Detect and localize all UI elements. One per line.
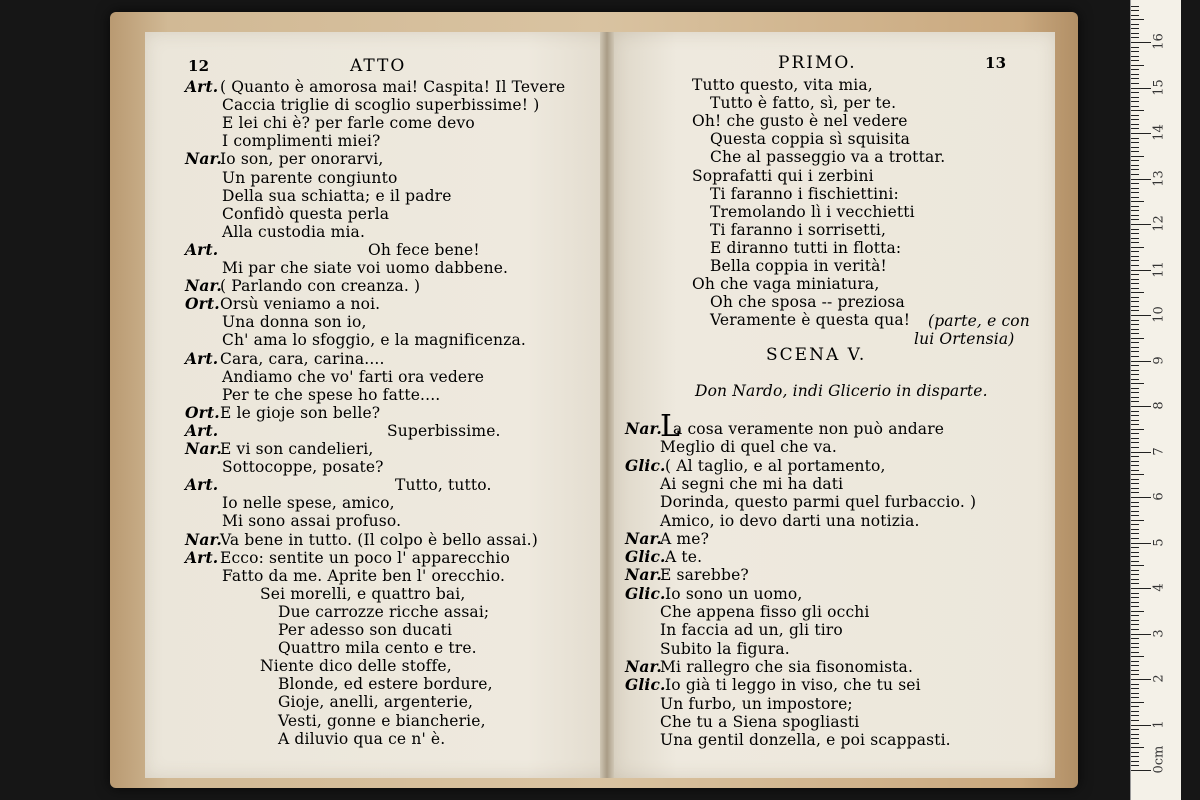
verse-line: Bella coppia in verità!: [710, 257, 887, 275]
right-page-number: 13: [985, 54, 1007, 72]
verse-line: Vesti, gonne e biancherie,: [278, 711, 486, 730]
verse-line: Sei morelli, e quattro bai,: [260, 584, 466, 603]
ruler-tick: [1131, 279, 1139, 280]
ruler-tick: [1131, 756, 1139, 757]
verse-line: E lei chi è? per farle come devo: [222, 114, 475, 133]
verse-line: Quattro mila cento e tre.: [278, 639, 477, 658]
drop-cap: L: [660, 409, 681, 444]
ruler-tick: [1131, 729, 1139, 730]
verse-line: Oh che sposa -- preziosa: [710, 293, 905, 312]
ruler-tick: [1131, 679, 1151, 680]
ruler-tick: [1131, 310, 1139, 311]
ruler-tick: [1131, 160, 1139, 161]
ruler-tick: [1131, 406, 1151, 407]
ruler-tick: [1131, 597, 1139, 598]
ruler-tick: [1131, 33, 1139, 34]
right-running-header: PRIMO.: [778, 53, 857, 73]
speaker-name: Nar.: [625, 419, 662, 438]
ruler-tick: [1131, 251, 1139, 252]
ruler-tick: [1131, 65, 1144, 66]
ruler-tick: [1131, 342, 1139, 343]
ruler-tick: [1131, 634, 1151, 635]
ruler-tick: [1131, 411, 1139, 412]
ruler-tick: [1131, 624, 1139, 625]
ruler-tick: [1131, 661, 1139, 662]
ruler-tick: [1131, 156, 1144, 157]
ruler-tick: [1131, 725, 1151, 726]
ruler-tick: [1131, 538, 1139, 539]
verse-line: Che al passeggio va a trottar.: [710, 148, 946, 167]
ruler-label: 10: [1151, 306, 1167, 323]
verse-line: Meglio di quel che va.: [660, 438, 837, 457]
verse-line: ( Parlando con creanza. ): [220, 277, 421, 296]
ruler-tick: [1131, 110, 1144, 111]
ruler-tick: [1131, 147, 1139, 148]
stage-direction-line-2: lui Ortensia): [914, 330, 1015, 348]
speaker-name: Nar.: [625, 656, 662, 676]
speaker-name: Nar.: [185, 276, 222, 296]
ruler-tick: [1131, 169, 1139, 170]
verse-line: Che tu a Siena spogliasti: [660, 712, 860, 731]
ruler-tick: [1131, 365, 1139, 366]
ruler-tick: [1131, 643, 1139, 644]
ruler-tick: [1131, 133, 1151, 134]
ruler-tick: [1131, 92, 1139, 93]
ruler-tick: [1131, 702, 1144, 703]
verse-line: Orsù veniamo a noi.: [220, 295, 381, 314]
ruler-tick: [1131, 711, 1139, 712]
ruler-tick: [1131, 379, 1139, 380]
ruler-tick: [1131, 356, 1139, 357]
verse-line: Oh fece bene!: [368, 240, 480, 259]
ruler-tick: [1131, 197, 1139, 198]
ruler-tick: [1131, 28, 1139, 29]
ruler-label: 8: [1151, 401, 1167, 410]
verse-line: Tutto è fatto, sì, per te.: [710, 94, 897, 113]
ruler-label: 15: [1151, 78, 1167, 96]
left-running-header: ATTO: [350, 56, 407, 76]
ruler-tick: [1131, 670, 1139, 671]
ruler-tick: [1131, 524, 1139, 525]
ruler-tick: [1131, 315, 1151, 316]
ruler-tick: [1131, 752, 1139, 753]
ruler-label: 6: [1151, 492, 1167, 501]
ruler-tick: [1131, 124, 1139, 125]
verse-line: Ch' ama lo sfoggio, e la magnificenza.: [222, 331, 526, 350]
verse-line: Un furbo, un impostore;: [660, 694, 853, 713]
ruler-tick: [1131, 479, 1139, 480]
ruler-tick: [1131, 19, 1144, 20]
speaker-name: Nar.: [625, 565, 662, 585]
speaker-name: Art.: [185, 420, 219, 440]
verse-line: Un parente congiunto: [222, 168, 398, 187]
ruler-tick: [1131, 620, 1139, 621]
ruler-tick: [1131, 142, 1139, 143]
ruler-tick: [1131, 301, 1139, 302]
ruler-tick: [1131, 533, 1139, 534]
ruler-tick: [1131, 520, 1144, 521]
ruler-tick: [1131, 179, 1151, 180]
speaker-name: Glic.: [625, 583, 666, 603]
verse-line: E vi son candelieri,: [220, 440, 374, 458]
ruler-tick: [1131, 565, 1144, 566]
ruler-tick: [1131, 720, 1139, 721]
ruler-tick: [1131, 292, 1144, 293]
ruler-tick: [1131, 515, 1139, 516]
ruler-tick: [1131, 761, 1139, 762]
ruler-tick: [1131, 24, 1139, 25]
ruler-tick: [1131, 247, 1144, 248]
ruler-tick: [1131, 461, 1139, 462]
ruler-tick: [1131, 629, 1139, 630]
ruler-tick: [1131, 361, 1151, 362]
book-gutter: [600, 32, 614, 778]
measuring-ruler: [1130, 0, 1181, 800]
ruler-tick: [1131, 497, 1151, 498]
ruler-tick: [1131, 543, 1151, 544]
ruler-tick: [1131, 470, 1139, 471]
ruler-tick: [1131, 456, 1139, 457]
speaker-name: Art.: [185, 547, 219, 567]
verse-line: E sarebbe?: [660, 566, 749, 585]
verse-line: Niente dico delle stoffe,: [260, 657, 452, 676]
ruler-tick: [1131, 288, 1139, 289]
ruler-tick: [1131, 10, 1139, 11]
ruler-tick: [1131, 401, 1139, 402]
scene-subtitle: Don Nardo, indi Glicerio in disparte.: [695, 382, 988, 400]
ruler-tick: [1131, 743, 1139, 744]
ruler-tick: [1131, 88, 1151, 89]
ruler-tick: [1131, 229, 1139, 230]
ruler-tick: [1131, 283, 1139, 284]
speaker-name: Art.: [185, 348, 219, 368]
verse-line: Oh che vaga miniatura,: [692, 275, 880, 294]
ruler-tick: [1131, 42, 1151, 43]
ruler-label: 1: [1151, 719, 1167, 729]
speaker-name: Nar.: [185, 439, 222, 458]
verse-line: Caccia triglie di scoglio superbissime! ): [222, 96, 540, 115]
ruler-label: 3: [1151, 628, 1167, 638]
ruler-tick: [1131, 101, 1139, 102]
ruler-tick: [1131, 706, 1139, 707]
ruler-tick: [1131, 215, 1139, 216]
verse-line: Io son, per onorarvi,: [220, 150, 384, 169]
ruler-tick: [1131, 15, 1139, 16]
ruler-tick: [1131, 306, 1139, 307]
ruler-tick: [1131, 588, 1151, 589]
ruler-tick: [1131, 433, 1139, 434]
ruler-label: 14: [1151, 124, 1167, 141]
verse-line: Superbissime.: [387, 421, 501, 440]
verse-line: Io nelle spese, amico,: [222, 494, 395, 513]
ruler-tick: [1131, 320, 1139, 321]
ruler-tick: [1131, 693, 1139, 694]
ruler-tick: [1131, 238, 1139, 239]
ruler-tick: [1131, 647, 1139, 648]
ruler-tick: [1131, 529, 1139, 530]
ruler-tick: [1131, 374, 1139, 375]
speaker-name: Ort.: [185, 294, 220, 314]
verse-line: Per adesso son ducati: [278, 621, 453, 639]
ruler-tick: [1131, 656, 1144, 657]
ruler-tick: [1131, 74, 1139, 75]
ruler-tick: [1131, 442, 1139, 443]
ruler-tick: [1131, 56, 1139, 57]
verse-line: Gioje, anelli, argenterie,: [278, 693, 474, 712]
verse-line: A te.: [665, 548, 703, 567]
ruler-tick: [1131, 420, 1139, 421]
ruler-tick: [1131, 770, 1151, 771]
verse-line: Dorinda, questo parmi quel furbaccio. ): [660, 493, 977, 512]
speaker-name: Glic.: [625, 547, 666, 567]
verse-line: Subito la figura.: [660, 639, 790, 658]
ruler-tick: [1131, 579, 1139, 580]
ruler-tick: [1131, 593, 1139, 594]
stage-direction-line-1: (parte, e con: [928, 312, 1030, 330]
verse-line: Ti faranno i sorrisetti,: [710, 220, 887, 239]
ruler-tick: [1131, 233, 1139, 234]
verse-line: Oh! che gusto è nel vedere: [692, 112, 908, 131]
ruler-tick: [1131, 115, 1139, 116]
verse-line: Una gentil donzella, e poi scappasti.: [660, 731, 951, 750]
ruler-tick: [1131, 452, 1151, 453]
verse-line: ( Quanto è amorosa mai! Caspita! Il Tevere: [220, 78, 566, 96]
verse-line: Della sua schiatta; e il padre: [222, 186, 452, 205]
ruler-tick: [1131, 574, 1139, 575]
ruler-tick: [1131, 78, 1139, 79]
ruler-tick: [1131, 415, 1139, 416]
ruler-tick: [1131, 429, 1144, 430]
ruler-tick: [1131, 447, 1139, 448]
scene-title: SCENA V.: [766, 345, 867, 365]
ruler-tick: [1131, 324, 1139, 325]
ruler-tick: [1131, 210, 1139, 211]
verse-line: Andiamo che vo' farti ora vedere: [222, 367, 485, 386]
ruler-tick: [1131, 602, 1139, 603]
verse-line: Io già ti leggo in viso, che tu sei: [665, 676, 921, 695]
ruler-tick: [1131, 697, 1139, 698]
ruler-tick: [1131, 438, 1139, 439]
ruler-tick: [1131, 652, 1139, 653]
verse-line: Cara, cara, carina....: [220, 349, 385, 368]
verse-line: Ecco: sentite un poco l' apparecchio: [220, 548, 510, 567]
ruler-tick: [1131, 201, 1144, 202]
ruler-tick: [1131, 665, 1139, 666]
verse-line: Mi par che siate voi uomo dabbene.: [222, 259, 509, 277]
ruler-tick: [1131, 688, 1139, 689]
ruler-label: 4: [1151, 583, 1167, 592]
ruler-tick: [1131, 274, 1139, 275]
ruler-tick: [1131, 333, 1139, 334]
verse-line: Mi rallegro che sia fisonomista.: [660, 657, 914, 676]
ruler-tick: [1131, 6, 1139, 7]
ruler-tick: [1131, 615, 1139, 616]
ruler-tick: [1131, 747, 1144, 748]
verse-line: Una donna son io,: [222, 313, 367, 332]
speaker-name: Ort.: [185, 402, 220, 422]
ruler-label: 11: [1151, 260, 1167, 278]
verse-line: Tutto questo, vita mia,: [692, 76, 873, 94]
ruler-tick: [1131, 338, 1144, 339]
verse-line: Blonde, ed estere bordure,: [278, 675, 493, 694]
ruler-tick: [1131, 265, 1139, 266]
verse-line: E diranno tutti in flotta:: [710, 238, 902, 257]
verse-line: Questa coppia sì squisita: [710, 130, 910, 149]
ruler-tick: [1131, 492, 1139, 493]
verse-line: Che appena fisso gli occhi: [660, 603, 870, 621]
verse-line: Ai segni che mi ha dati: [660, 474, 844, 493]
ruler-tick: [1131, 329, 1139, 330]
ruler-tick: [1131, 397, 1139, 398]
ruler-tick: [1131, 483, 1139, 484]
ruler-tick: [1131, 556, 1139, 557]
ruler-tick: [1131, 270, 1151, 271]
ruler-label: 13: [1151, 169, 1167, 187]
ruler-tick: [1131, 734, 1139, 735]
ruler-label: 9: [1151, 355, 1167, 365]
ruler-tick: [1131, 151, 1139, 152]
ruler-tick: [1131, 297, 1139, 298]
speaker-name: Nar.: [185, 149, 222, 169]
ruler-tick: [1131, 37, 1139, 38]
ruler-tick: [1131, 583, 1139, 584]
verse-line: Mi sono assai profuso.: [222, 512, 402, 531]
ruler-tick: [1131, 465, 1139, 466]
speaker-name: Art.: [185, 77, 219, 96]
verse-line: Due carrozze ricche assai;: [278, 602, 490, 621]
ruler-tick: [1131, 474, 1144, 475]
ruler-tick: [1131, 188, 1139, 189]
verse-line: Ti faranno i fischiettini:: [710, 184, 899, 203]
speaker-name: Art.: [185, 239, 219, 259]
ruler-tick: [1131, 392, 1139, 393]
ruler-tick: [1131, 674, 1139, 675]
speaker-name: Glic.: [625, 675, 666, 695]
verse-line: Io sono un uomo,: [665, 584, 803, 603]
verse-line: Sottocoppe, posate?: [222, 458, 384, 477]
verse-line: Fatto da me. Aprite ben l' orecchio.: [222, 566, 506, 585]
ruler-label: 12: [1151, 215, 1167, 232]
ruler-tick: [1131, 611, 1144, 612]
ruler-tick: [1131, 738, 1139, 739]
ruler-label: 2: [1151, 674, 1167, 683]
ruler-tick: [1131, 511, 1139, 512]
ruler-tick: [1131, 552, 1139, 553]
speaker-name: Glic.: [625, 455, 666, 475]
verse-line: Tutto, tutto.: [395, 476, 492, 495]
ruler-tick: [1131, 606, 1139, 607]
ruler-tick: [1131, 347, 1139, 348]
ruler-label: 5: [1151, 537, 1167, 547]
ruler-tick: [1131, 219, 1139, 220]
ruler-label: 16: [1151, 33, 1167, 50]
ruler-tick: [1131, 119, 1139, 120]
verse-line: In faccia ad un, gli tiro: [660, 621, 843, 640]
ruler-tick: [1131, 174, 1139, 175]
ruler-tick: [1131, 502, 1139, 503]
ruler-tick: [1131, 47, 1139, 48]
ruler-tick: [1131, 165, 1139, 166]
ruler-tick: [1131, 351, 1139, 352]
ruler-tick: [1131, 684, 1139, 685]
ruler-tick: [1131, 570, 1139, 571]
ruler-tick: [1131, 561, 1139, 562]
ruler-tick: [1131, 638, 1139, 639]
verse-line: I complimenti miei?: [222, 132, 381, 151]
verse-line: Amico, io devo darti una notizia.: [660, 511, 920, 530]
ruler-tick: [1131, 242, 1139, 243]
ruler-tick: [1131, 506, 1139, 507]
left-page-number: 12: [188, 57, 210, 75]
ruler-tick: [1131, 383, 1144, 384]
verse-line: A diluvio qua ce n' è.: [278, 729, 446, 748]
ruler-tick: [1131, 424, 1139, 425]
verse-line: Veramente è questa qua!: [710, 311, 911, 330]
ruler-tick: [1131, 224, 1151, 225]
ruler-tick: [1131, 206, 1139, 207]
verse-line: Soprafatti qui i zerbini: [692, 166, 874, 185]
ruler-tick: [1131, 488, 1139, 489]
verse-line: Per te che spese ho fatte....: [222, 385, 441, 404]
ruler-tick: [1131, 183, 1139, 184]
verse-line: A me?: [660, 529, 710, 548]
ruler-label: 0cm: [1151, 745, 1167, 774]
speaker-name: Nar.: [625, 528, 662, 548]
ruler-tick: [1131, 83, 1139, 84]
ruler-tick: [1131, 192, 1139, 193]
ruler-tick: [1131, 260, 1139, 261]
verse-line: Tremolando lì i vecchietti: [710, 202, 915, 221]
ruler-tick: [1131, 51, 1139, 52]
ruler-tick: [1131, 128, 1139, 129]
ruler-tick: [1131, 388, 1139, 389]
ruler-tick: [1131, 106, 1139, 107]
ruler-tick: [1131, 60, 1139, 61]
ruler-tick: [1131, 370, 1139, 371]
ruler-tick: [1131, 547, 1139, 548]
verse-line: a cosa veramente non può andare: [673, 420, 945, 438]
verse-line: ( Al taglio, e al portamento,: [665, 456, 886, 475]
ruler-tick: [1131, 256, 1139, 257]
speaker-name: Art.: [185, 475, 219, 495]
ruler-tick: [1131, 69, 1139, 70]
ruler-label: 7: [1151, 446, 1167, 456]
ruler-tick: [1131, 138, 1139, 139]
ruler-tick: [1131, 715, 1139, 716]
verse-line: Confidò questa perla: [222, 204, 390, 223]
ruler-tick: [1131, 765, 1139, 766]
verse-line: Va bene in tutto. (Il colpo è bello assai.): [220, 530, 538, 549]
verse-line: E le gioje son belle?: [220, 403, 381, 422]
ruler-tick: [1131, 97, 1139, 98]
verse-line: Alla custodia mia.: [222, 222, 366, 241]
speaker-name: Nar.: [185, 529, 222, 549]
